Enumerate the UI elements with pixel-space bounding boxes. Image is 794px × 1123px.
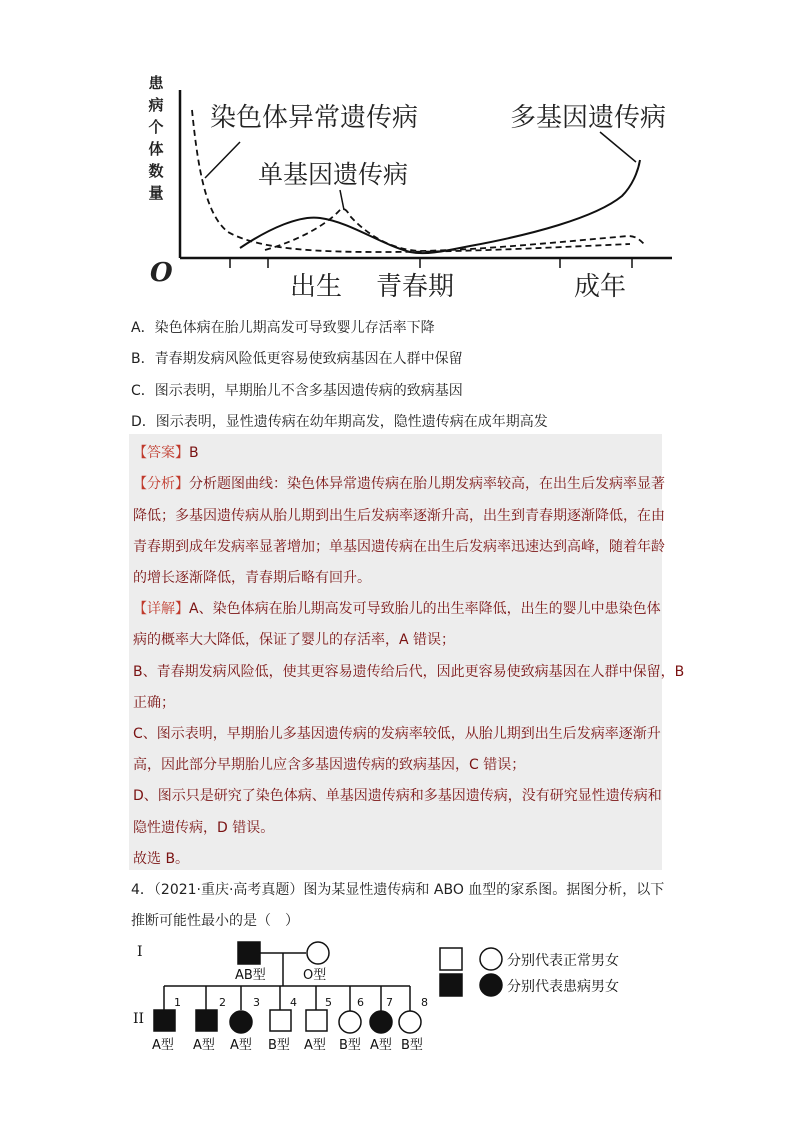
child-number: 3 [253,996,260,1009]
child-number: 5 [325,996,332,1009]
mother-normal-female [307,942,329,964]
child-blood-type: B型 [268,1038,290,1053]
legend-normal-label: 分别代表正常男女 [507,953,619,969]
y-label-char: 体 [148,140,164,158]
detail-line: 故选 B。 [133,851,190,867]
child-number: 1 [174,996,181,1009]
child-7-affected-female [370,1011,392,1033]
analysis-line: 降低；多基因遗传病从胎儿期到出生后发病率逐渐升高，出生到青春期逐渐降低，在由 [133,508,665,524]
detail-line: C、图示表明，早期胎儿多基因遗传病的发病率较低，从胎儿期到出生后发病率逐渐升 [133,726,661,742]
analysis-line: 的增长逐渐降低，青春期后略有回升。 [133,570,371,586]
detail-line: 病的概率大大降低，保证了婴儿的存活率，A 错误； [133,632,456,648]
child-number: 4 [290,996,297,1009]
child-blood-type: B型 [339,1038,361,1053]
child-4-normal-male [270,1010,291,1031]
detail-row [133,598,661,618]
child-blood-type: A型 [230,1038,252,1053]
single-gene-label: 单基因遗传病 [258,160,409,189]
child-2-affected-male [196,1010,217,1031]
legend-affected-label: 分别代表患病男女 [507,979,619,995]
answer-tag: 【答案】 [133,445,189,461]
y-label-char: 个 [148,118,164,136]
legend-affected-female [480,974,502,996]
generation-label: II [133,1011,145,1027]
answer-row [133,442,199,462]
label-pointer [600,132,636,162]
child-8-normal-female [399,1011,421,1033]
analysis-row [133,473,665,493]
child-blood-type: A型 [370,1038,392,1053]
child-number: 7 [386,996,393,1009]
analysis-line: 分析题图曲线：染色体异常遗传病在胎儿期发病率较高，在出生后发病率显著 [189,476,665,492]
child-1-affected-male [154,1010,175,1031]
question-4-line2: 推断可能性最小的是（ ） [131,913,299,929]
origin-label: O [150,258,173,288]
mother-blood-type: O型 [303,968,327,983]
detail-line: A、染色体病在胎儿期高发可导致胎儿的出生率降低，出生的婴儿中患染色体 [189,601,661,617]
option-a: A．染色体病在胎儿期高发可导致婴儿存活率下降 [131,320,435,336]
child-blood-type: A型 [193,1038,215,1053]
chromosomal-label: 染色体异常遗传病 [210,103,419,133]
generation-label: I [137,944,143,960]
x-tick-birth: 出生 [290,272,343,302]
y-label-char: 数 [148,162,164,180]
option-b: B．青春期发病风险低更容易使致病基因在人群中保留 [131,351,463,367]
option-c: C．图示表明，早期胎儿不含多基因遗传病的致病基因 [131,383,463,399]
child-blood-type: A型 [304,1038,326,1053]
legend-affected-male [440,974,462,996]
detail-line: 正确； [133,695,175,711]
analysis-line: 青春期到成年发病率显著增加；单基因遗传病在出生后发病率迅速达到高峰，随着年龄 [133,539,665,555]
child-number: 2 [219,996,226,1009]
pedigree-svg [0,930,794,1060]
y-label-char: 病 [148,96,164,114]
legend-normal-female [480,948,502,970]
child-blood-type: B型 [401,1038,423,1053]
answer-value: B [189,445,199,461]
detail-line: D、图示只是研究了染色体病、单基因遗传病和多基因遗传病，没有研究显性遗传病和 [133,788,662,804]
detail-tag: 【详解】 [133,601,189,617]
question-4-line1: 4．（2021·重庆·高考真题）图为某显性遗传病和 ABO 血型的家系图。据图分析，以下 [131,882,665,898]
label-pointer [205,142,240,178]
child-3-affected-female [230,1011,252,1033]
detail-line: 隐性遗传病，D 错误。 [133,820,275,836]
father-affected-male [238,942,260,964]
child-6-normal-female [339,1011,361,1033]
y-label-char: 量 [148,184,164,202]
legend-normal-male [440,948,462,970]
x-tick-adult: 成年 [574,272,627,302]
child-blood-type: A型 [152,1038,174,1053]
y-label-char: 患 [148,74,164,92]
detail-line: B、青春期发病风险低，使其更容易遗传给后代，因此更容易使致病基因在人群中保留，B [133,664,685,680]
detail-line: 高，因此部分早期胎儿应含多基因遗传病的致病基因，C 错误； [133,757,526,773]
polygenic-label: 多基因遗传病 [510,103,667,133]
option-d: D．图示表明，显性遗传病在幼年期高发，隐性遗传病在成年期高发 [131,414,548,430]
analysis-tag: 【分析】 [133,476,189,492]
child-5-normal-male [306,1010,327,1031]
father-blood-type: AB型 [235,968,266,983]
child-number: 6 [357,996,364,1009]
x-tick-puberty: 青春期 [376,272,455,302]
child-number: 8 [421,996,428,1009]
label-pointer [340,190,344,210]
